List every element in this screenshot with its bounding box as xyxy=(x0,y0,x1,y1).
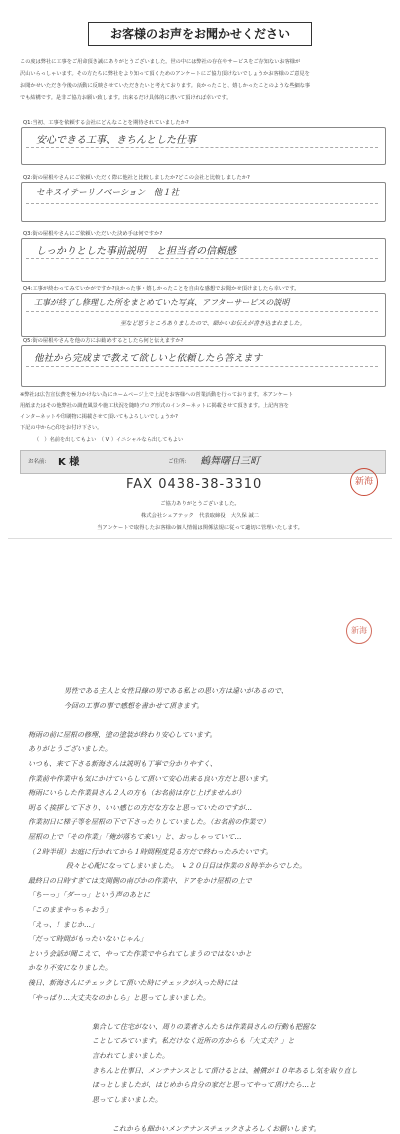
letter-line: いつも、来て下さる新海さんは説明も丁寧で分かりやすく、 xyxy=(28,760,217,768)
letter-line: これからも細かいメンテナンスチェックさよろしくお願いします。 xyxy=(112,1125,321,1133)
letter-line: 「このままやっちゃおう」 xyxy=(28,906,112,914)
notice-line: インターネットや印刷物に掲載させて頂いてもよろしいでしょうか? xyxy=(20,414,178,420)
form-title: お客様のお声をお聞かせください xyxy=(88,22,312,46)
intro-line: この度は弊社に工事をご用命頂き誠にありがとうございました。世の中には弊社の存在やサービスをご存知ないお客様が xyxy=(20,59,301,65)
question-4-label: Q4:工事が終わってみていかがですか?良かった事・嬉しかったことを自由な感想でお聞かせ頂けましたら幸いです。 xyxy=(23,286,300,292)
notice-line: 用紙またはその他弊社の調査風景や施工状況を随時ブログ形式のインターネットに掲載させて頂きます。上記内容を xyxy=(20,403,289,409)
letter-line: 梅雨にいらした作業員さん２人の方も（お名前は存じ上げませんが） xyxy=(28,789,245,798)
letter-line: 作業初日に梯子等を屋根の下で下さったりしていました。（お名前の作業で） xyxy=(28,818,270,827)
letter-line: 梅雨の前に屋根の修理、塗の塗装が終わり安心しています。 xyxy=(28,730,217,739)
intro-line: でも結構です。是非ご協力お願い致します。出来るだけ具体的に書いて頂ければ幸いです。 xyxy=(20,95,232,101)
letter-line: 言われてしまいました。 xyxy=(92,1052,169,1060)
letter-line: 作業前や作業中も気にかけていらして頂いて安心出来る良い方だと思います。 xyxy=(28,774,273,783)
notice-line: ※弊社は広告宣伝費を極力かけない為にホームページ上で上記をお客様への営業活動を行っております。本アンケート xyxy=(20,392,294,398)
letter-line: 「えっ、！まじか…」 xyxy=(28,920,98,929)
letter-line: ありがとうございました。 xyxy=(28,745,112,754)
footer-company: 株式会社シェアテック 代表取締役 大久保 誠二 xyxy=(140,513,260,519)
letter-line: ほっとしましたが、はじめから自分の家だと思ってやって頂けたら…と xyxy=(92,1081,316,1090)
question-1-label: Q1:当初、工事を依頼する会社にどんなことを期待されていましたか? xyxy=(23,120,189,126)
answer-1-text: 安心できる工事、きちんとした仕事 xyxy=(36,135,196,146)
answer-3-text: しっかりとした事前説明 と担当者の信頼感 xyxy=(36,246,236,257)
answer-5-text: 他社から完成まで教えて欲しいと依頼したら答えます xyxy=(34,353,263,364)
answer-4-text: 工事が終了し修理した所をまとめていた写真、アフターサービスの説明 xyxy=(34,298,290,307)
footer-privacy: 当アンケートで取得したお客様の個人情報は関係法規に従って適切に管理いたします。 xyxy=(97,525,303,531)
letter-line: 段々と心配になってしまいました。 ↳２０日目は作業の８時半からでした。 xyxy=(66,862,307,871)
fax-number: FAX 0438-38-3310 xyxy=(126,477,263,492)
letter-line: 集合して住宅がない、周りの業者さんたちは作業員さんの行動も把握な xyxy=(92,1022,316,1031)
letter-line: 後日、新海さんにチェックして頂いた時にチェックが入った時には xyxy=(28,979,238,987)
answer-4-text-line2: 至など思うところありましたので、細かいお伝えが書き込まれました。 xyxy=(120,321,306,327)
letter-line: 「ちーっ」「ダーっ」という声のあとに xyxy=(28,891,150,900)
letter-line: という会話が聞こえて、やってた作業でやられてしまうのではないかと xyxy=(28,949,252,958)
name-options: （ ）名前を出してもよい （ V ）イニシャルなら出してもよい xyxy=(34,437,184,443)
letter-line: ことしてみています。私だけなく近所の方からも「大丈夫？」と xyxy=(92,1037,295,1046)
letter-line: 今回の工事の事で感想を書かせて頂きます。 xyxy=(64,701,204,710)
address-value: 鶴舞曙日三町 xyxy=(200,456,260,467)
letter-line: 「やっぱり…大丈夫なのかしら」と思ってしまいました。 xyxy=(28,993,210,1002)
letter-line: きちんと仕事日、メンテナンスとして頂けるとは、補償が１０年あるし気を取り直し xyxy=(92,1066,358,1075)
letter-line: 明るく挨拶して下さり、いい感じの方だな方なと思っていたのですが… xyxy=(28,803,252,812)
letter-line: 屋根の上で「その作業」「俺が落ちて来い」と、おっしゃっていて… xyxy=(28,833,242,841)
letter-line: 思ってしまいました。 xyxy=(92,1095,162,1104)
letter-line: かなり不安になりました。 xyxy=(28,964,112,973)
name-label: お名前: xyxy=(28,459,47,465)
intro-line: 沢山いらっしゃいます。その方たちに弊社をより知って頂くためのアンケートにご協力頂けないでしょうかお客様のご意見を xyxy=(20,71,310,77)
letter-stamp: 新海 xyxy=(346,618,372,644)
letter-line: 最終日の日時すぎては支関側の南ぴかの作業中、ドアをかけ屋根の上で xyxy=(28,876,252,885)
letter-line: 「だって時間がもったいないじゃん」 xyxy=(28,935,147,944)
question-3-label: Q3:街の屋根やさんにご依頼いただいた決め手は何ですか? xyxy=(23,231,163,237)
name-value: K 様 xyxy=(58,457,80,468)
question-5-label: Q5:街の屋根やさんを他の方にお勧めするとしたら何と伝えますか? xyxy=(23,338,184,344)
footer-thanks: ご協力ありがとうございました。 xyxy=(160,501,240,507)
letter-line: 男性である主人と女性目線の男である私との思い方は違いがあるので、 xyxy=(64,687,288,695)
letter-line: （２時半頃）お庭に行かれてから１時間程度見る方だで終わったみたいです。 xyxy=(28,847,273,856)
question-2-label: Q2:街の屋根やさんにご依頼いただく際に他社と比較しましたか?どこの会社と比較しましたか? xyxy=(23,175,250,181)
address-label: ご住所: xyxy=(168,459,187,465)
notice-line: 下記の中から○印をお付け下さい。 xyxy=(20,425,103,431)
intro-line: お聞かせいただき今後の活動に反映させていただきたいと考えております。良かったこと、嬉しかったことのような些細な事 xyxy=(20,83,311,89)
answer-2-text: セキスイテーリノベーション 他１社 xyxy=(36,188,180,198)
seal-stamp: 新海 xyxy=(350,468,378,496)
